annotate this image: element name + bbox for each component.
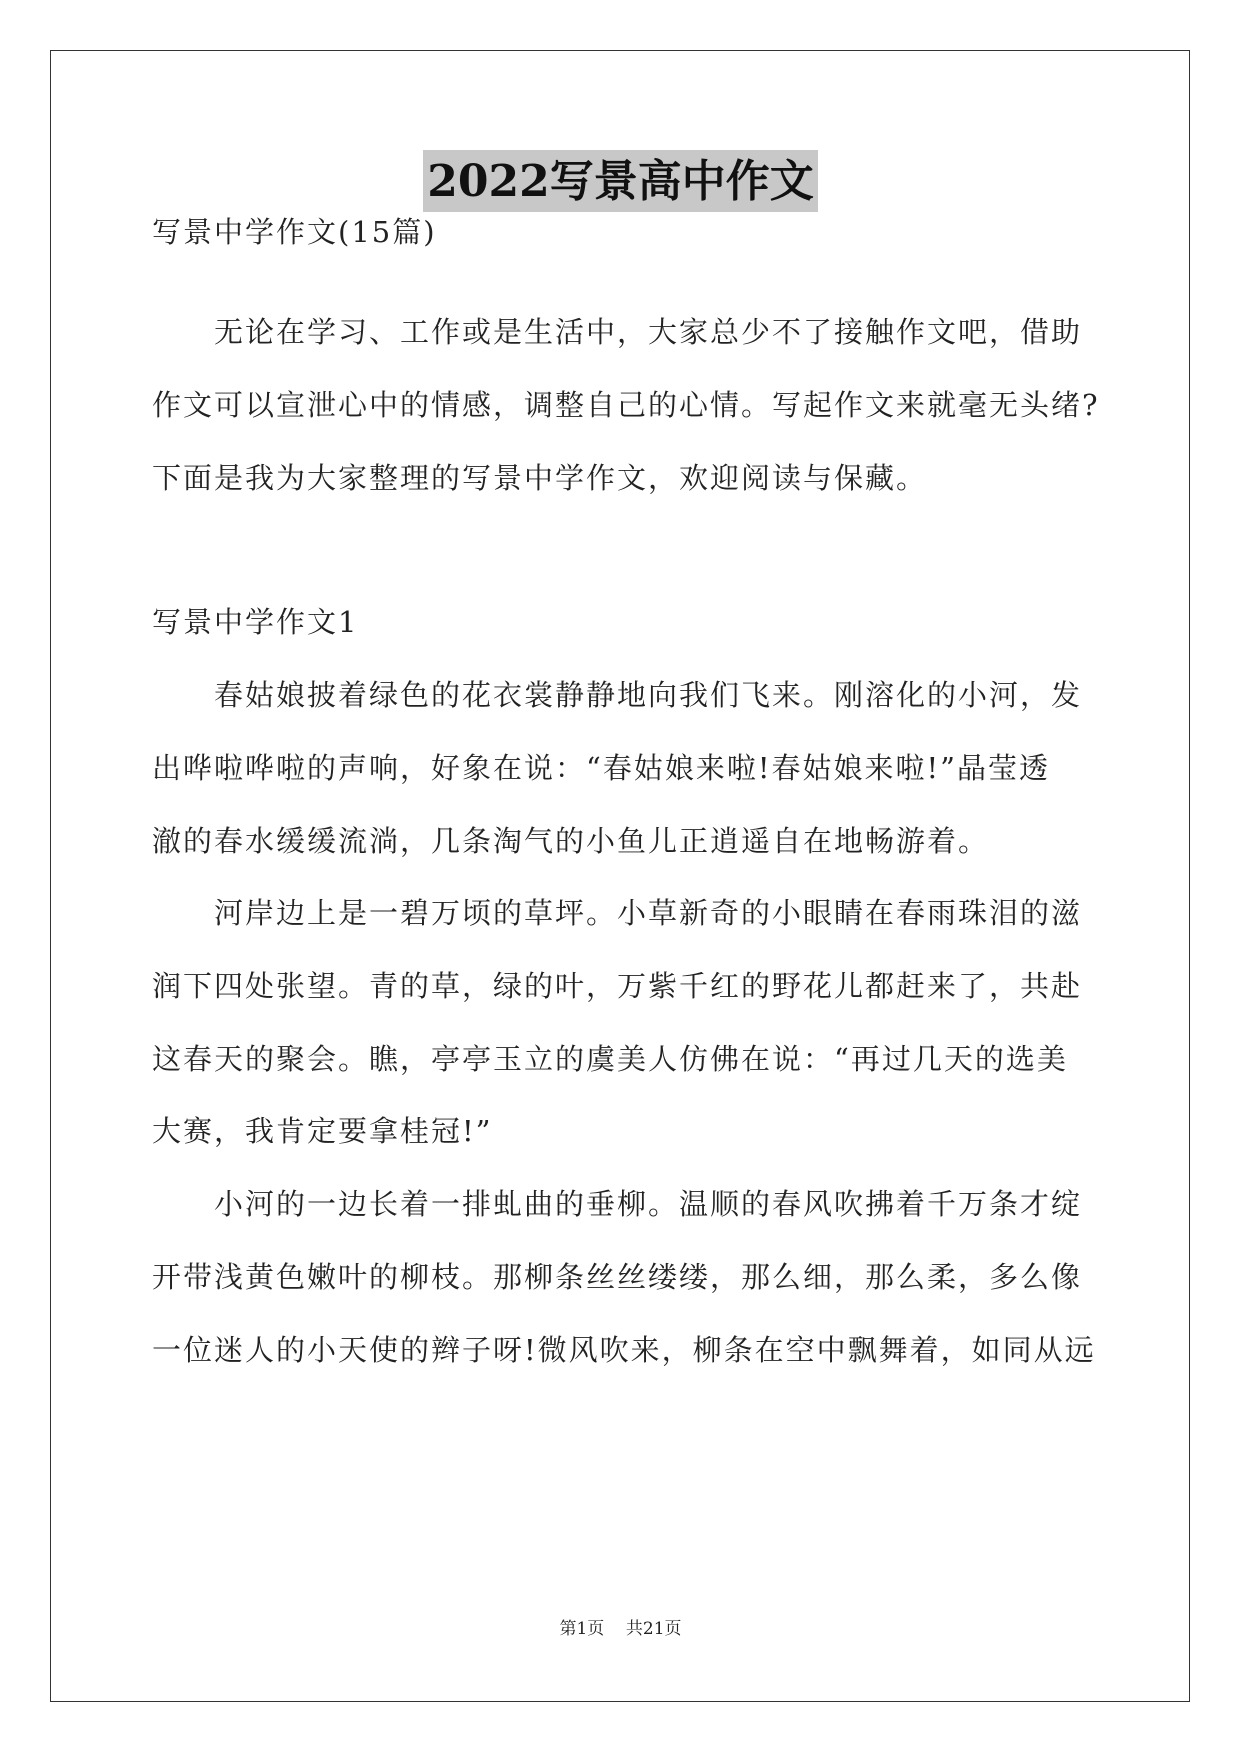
paragraph2-line-2: 润下四处张望。青的草，绿的叶，万紫千红的野花儿都赶来了，共赴 xyxy=(152,969,1083,1003)
page-border xyxy=(50,50,1190,1702)
paragraph3-line-2: 开带浅黄色嫩叶的柳枝。那柳条丝丝缕缕，那么细，那么柔，多么像 xyxy=(152,1260,1083,1294)
intro-line-1: 无论在学习、工作或是生活中，大家总少不了接触作文吧，借助 xyxy=(214,315,1083,349)
page-footer xyxy=(0,1617,1241,1641)
paragraph1-line-1: 春姑娘披着绿色的花衣裳静静地向我们飞来。刚溶化的小河，发 xyxy=(214,678,1083,712)
footer-total-suffix: 页 xyxy=(664,1619,682,1639)
footer-total-pages: 21 xyxy=(642,1619,665,1639)
paragraph1-line-3: 澈的春水缓缓流淌，几条淘气的小鱼儿正逍遥自在地畅游着。 xyxy=(152,824,990,858)
paragraph1-line-2: 出哗啦哗啦的声响，好象在说：“春姑娘来啦!春姑娘来啦!”晶莹透 xyxy=(152,751,1050,785)
paragraph2-line-3: 这春天的聚会。瞧，亭亭玉立的虞美人仿佛在说：“再过几天的选美 xyxy=(152,1042,1068,1076)
paragraph2-line-1: 河岸边上是一碧万顷的草坪。小草新奇的小眼睛在春雨珠泪的滋 xyxy=(214,896,1083,930)
intro-line-3: 下面是我为大家整理的写景中学作文，欢迎阅读与保藏。 xyxy=(152,461,928,495)
title-container xyxy=(0,150,1241,212)
intro-line-2: 作文可以宣泄心中的情感，调整自己的心情。写起作文来就毫无头绪? xyxy=(152,388,1100,422)
section-heading: 写景中学作文1 xyxy=(152,605,359,639)
footer-page-suffix: 页 xyxy=(587,1619,605,1639)
document-title: 2022写景高中作文 xyxy=(423,150,817,212)
footer-page-number: 1 xyxy=(576,1619,588,1639)
footer-page-prefix: 第 xyxy=(559,1619,577,1639)
paragraph3-line-1: 小河的一边长着一排虬曲的垂柳。温顺的春风吹拂着千万条才绽 xyxy=(214,1187,1083,1221)
paragraph3-line-3: 一位迷人的小天使的辫子呀!微风吹来，柳条在空中飘舞着，如同从远 xyxy=(152,1333,1096,1367)
document-subtitle: 写景中学作文(15篇) xyxy=(152,215,437,249)
paragraph2-line-4: 大赛，我肯定要拿桂冠!” xyxy=(152,1114,493,1148)
footer-total-prefix: 共 xyxy=(625,1619,643,1639)
